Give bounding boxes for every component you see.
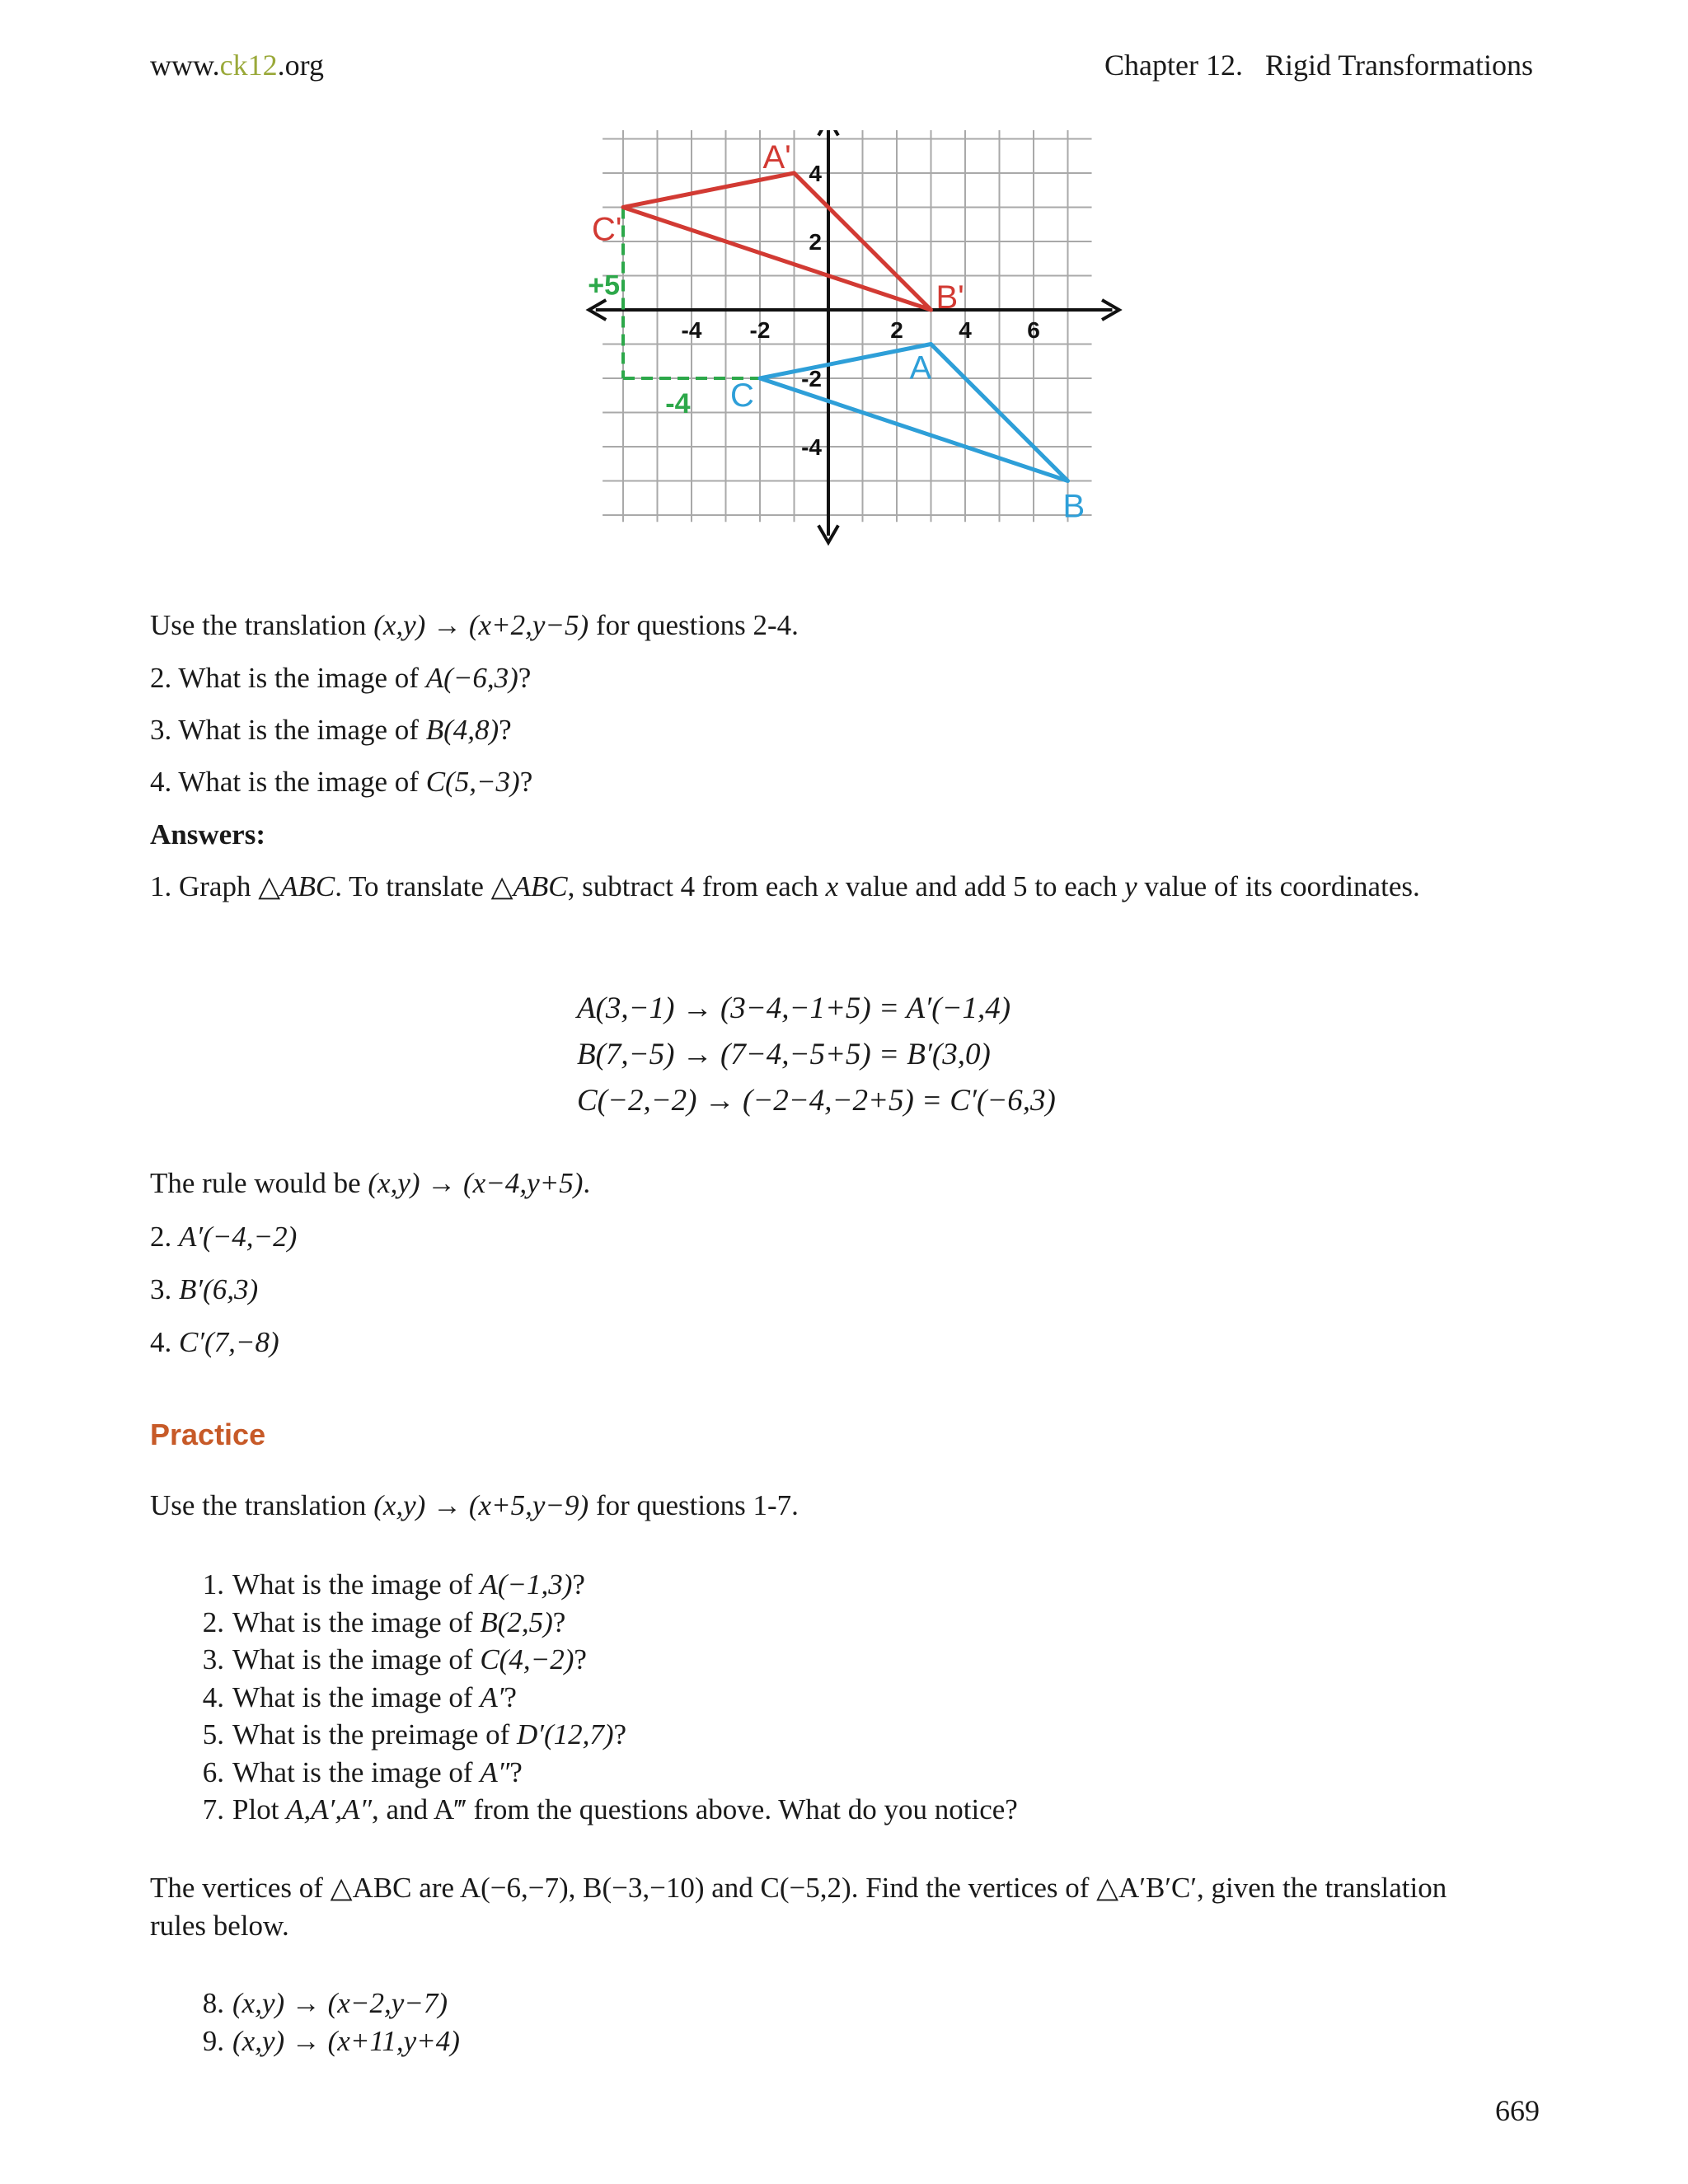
- question-3: 3. What is the image of B(4,8)?: [150, 714, 512, 746]
- vertices-paragraph-line-1: The vertices of △ABC are A(−6,−7), B(−3,−10) and C(−5,2). Find the vertices of △A′B′C′, given the translation: [150, 1872, 1447, 1904]
- rule-line: The rule would be (x,y) → (x−4,y+5).: [150, 1167, 591, 1199]
- site-url: [150, 48, 324, 82]
- vertex-label: B: [1062, 488, 1085, 525]
- translation-graph: [560, 130, 1129, 559]
- answer-rule: (x,y) → (x−4,y+5): [368, 1167, 584, 1199]
- answer-4: 4. C′(7,−8): [150, 1326, 279, 1358]
- list-item: 7. Plot A,A′,A″, and A‴ from the questions above. What do you notice?: [202, 1793, 1018, 1825]
- vertex-label: B': [935, 279, 964, 316]
- practice-list: [186, 1566, 1018, 1829]
- list-item: 1. What is the image of A(−1,3)?: [202, 1568, 585, 1601]
- equation-a: A(3,−1) → (3−4,−1+5) = A′(−1,4): [577, 991, 1011, 1025]
- vertical-shift-label: +5: [588, 269, 620, 302]
- chapter-title: Chapter 12. Rigid Transformations: [1104, 49, 1533, 82]
- site-url-prefix: www.: [150, 49, 220, 82]
- list-item: 4. What is the image of A′?: [202, 1680, 517, 1713]
- list-item: 8. (x,y) → (x−2,y−7): [202, 1987, 448, 2019]
- tick-label: -2: [801, 366, 822, 391]
- list-item: 9. (x,y) → (x+11,y+4): [202, 2024, 460, 2057]
- tick-label: 2: [890, 317, 903, 343]
- equation-c: C(−2,−2) → (−2−4,−2+5) = C′(−6,3): [577, 1084, 1056, 1118]
- vertex-label: A: [909, 349, 932, 387]
- page-number: 669: [1495, 2094, 1540, 2127]
- questions-intro: Use the translation (x,y) → (x+2,y−5) for questions 2-4.: [150, 609, 799, 641]
- tick-label: 6: [1027, 317, 1040, 343]
- tick-label: -4: [681, 317, 702, 343]
- site-url-suffix: .org: [277, 49, 324, 82]
- answers-heading: Answers:: [150, 818, 265, 851]
- answer-3: 3. B′(6,3): [150, 1273, 259, 1305]
- list-item: 6. What is the image of A″?: [202, 1755, 523, 1788]
- answer-2: 2. A′(−4,−2): [150, 1221, 298, 1253]
- vertex-label: C': [592, 211, 622, 248]
- horizontal-shift-label: -4: [665, 388, 691, 419]
- answer-1: 1. Graph △ABC. To translate △ABC, subtract 4 from each x value and add 5 to each y value of its coordinates.: [150, 870, 1420, 902]
- tick-label: -4: [801, 434, 822, 460]
- list-item: 3. What is the image of C(4,−2)?: [202, 1643, 587, 1675]
- practice-rule: (x,y) → (x+5,y−9): [373, 1489, 589, 1521]
- list-item: 5. What is the preimage of D′(12,7)?: [202, 1718, 627, 1750]
- tick-label: 4: [809, 161, 822, 186]
- translation-rule: (x,y) → (x+2,y−5): [373, 609, 589, 641]
- vertices-paragraph-line-2: rules below.: [150, 1910, 289, 1942]
- tick-label: -2: [749, 317, 771, 343]
- tick-label: 4: [959, 317, 972, 343]
- question-2: 2. What is the image of A(−6,3)?: [150, 662, 532, 694]
- rules-list: [186, 1985, 460, 2060]
- practice-intro: Use the translation (x,y) → (x+5,y−9) for questions 1-7.: [150, 1489, 799, 1521]
- tick-label: 2: [809, 229, 822, 255]
- site-url-brand: ck12: [219, 49, 278, 82]
- vertex-label: A': [762, 139, 791, 176]
- triangles: [592, 139, 1085, 525]
- practice-heading: Practice: [150, 1418, 266, 1451]
- vertex-label: C: [730, 377, 754, 414]
- list-item: 2. What is the image of B(2,5)?: [202, 1605, 566, 1638]
- equation-b: B(7,−5) → (7−4,−5+5) = B′(3,0): [577, 1038, 991, 1071]
- question-4: 4. What is the image of C(5,−3)?: [150, 766, 533, 798]
